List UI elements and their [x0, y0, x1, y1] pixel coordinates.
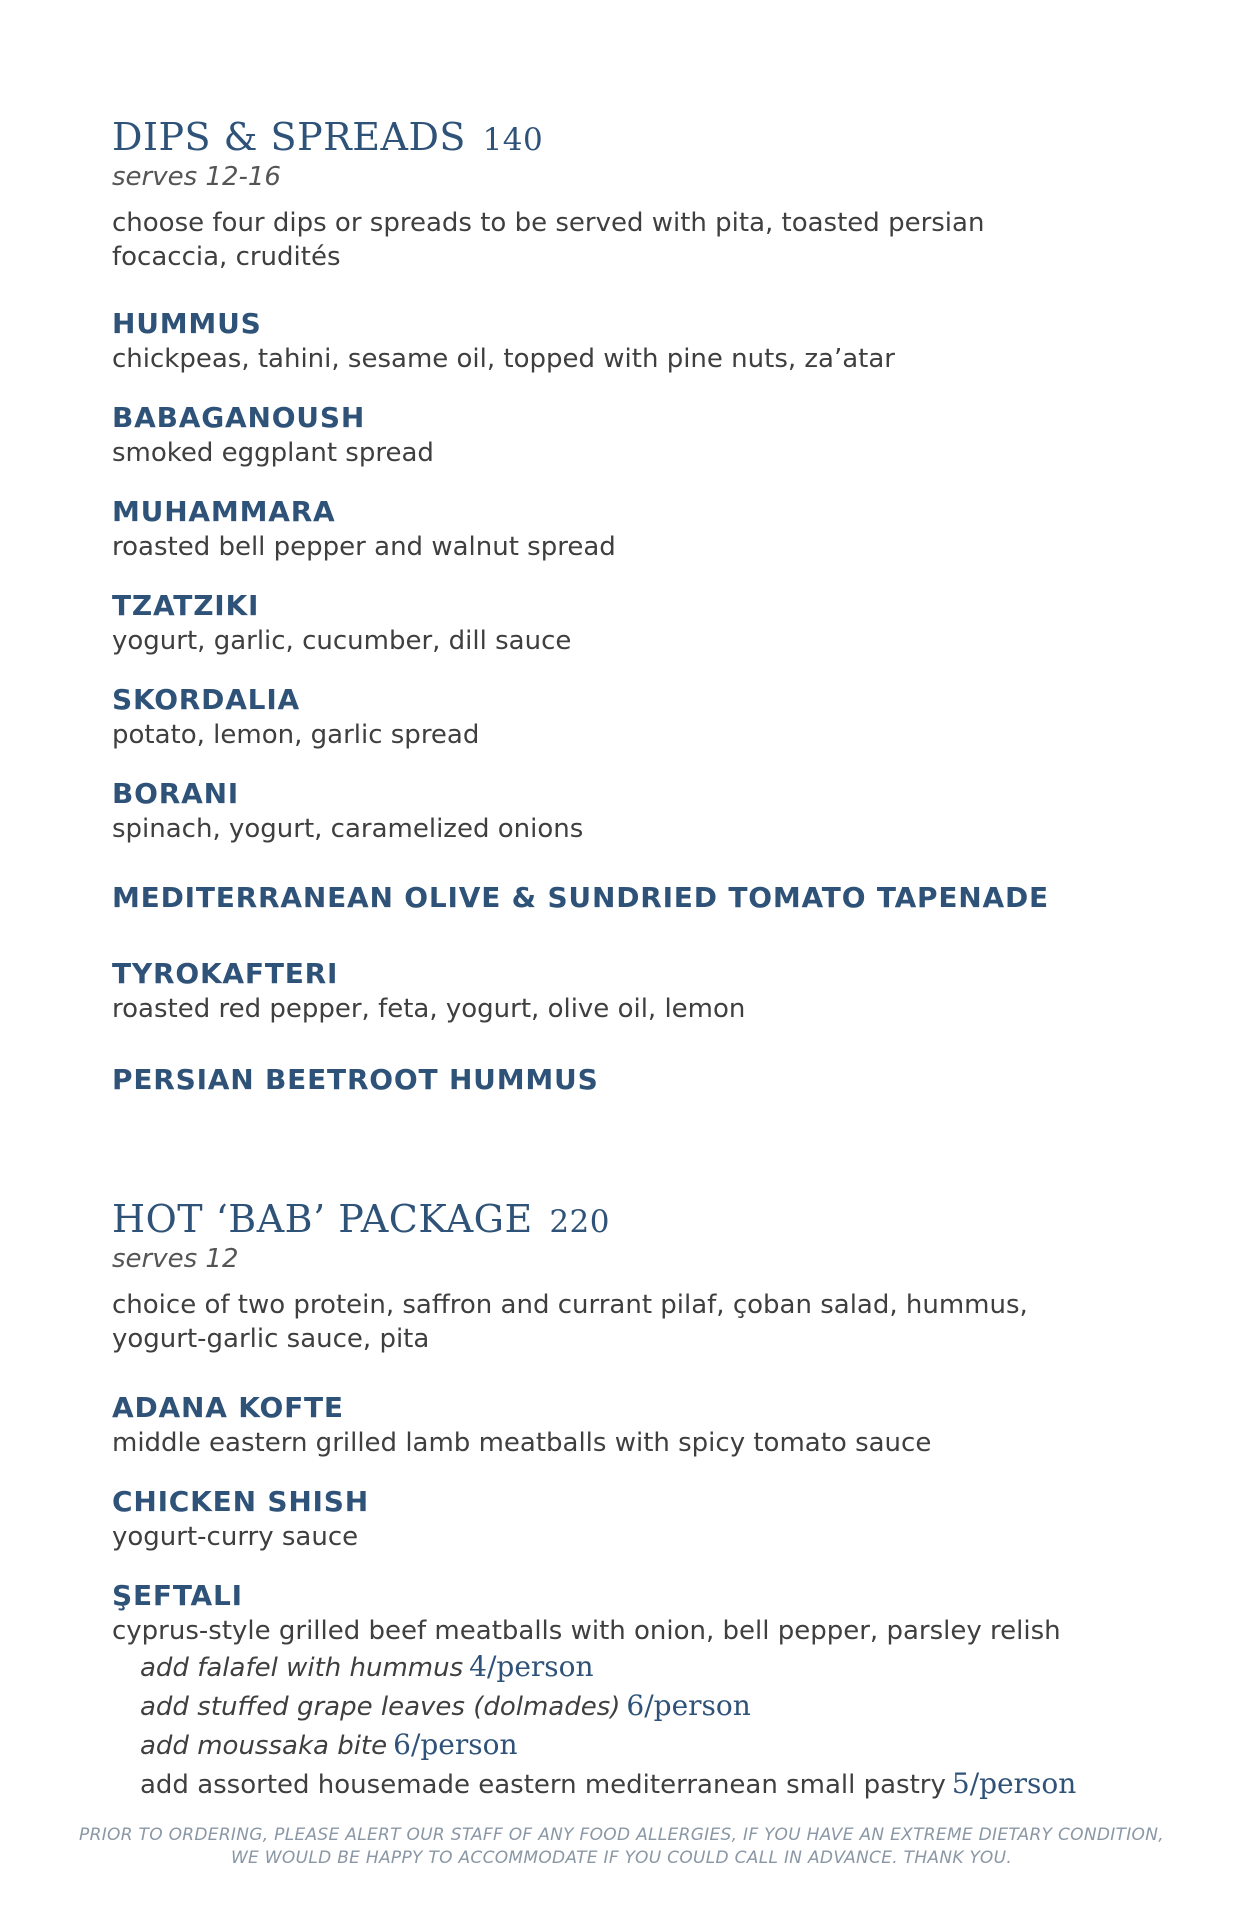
- item-description: roasted red pepper, feta, yogurt, olive oil, lemon: [112, 994, 746, 1024]
- allergy-notice: [40, 1824, 1203, 1870]
- item-name: BABAGANOUSH: [112, 401, 366, 434]
- menu-item: [112, 589, 1152, 656]
- item-description: yogurt, garlic, cucumber, dill sauce: [112, 626, 572, 656]
- menu-item: [112, 401, 1152, 468]
- section-price: 140: [482, 122, 544, 158]
- item-description: potato, lemon, garlic spread: [112, 720, 480, 750]
- addon-item: [140, 1726, 1152, 1765]
- item-name: PERSIAN BEETROOT HUMMUS: [112, 1063, 599, 1096]
- menu-item: [112, 1391, 1152, 1458]
- addon-item: [140, 1648, 1152, 1687]
- section-title-text: HOT ‘BAB’ PACKAGE: [112, 1197, 533, 1241]
- item-name: ADANA KOFTE: [112, 1391, 344, 1424]
- menu-item: [112, 957, 1152, 1024]
- serves-text: serves 12-16: [112, 162, 281, 192]
- section-description: choose four dips or spreads to be served with pita, toasted persian focaccia, crudités: [112, 208, 985, 272]
- item-name: SKORDALIA: [112, 683, 301, 716]
- menu-item: [112, 777, 1152, 844]
- section-title: [112, 115, 1152, 159]
- item-name: MEDITERRANEAN OLIVE & SUNDRIED TOMATO TAPENADE: [112, 881, 1049, 914]
- addon-label: add stuffed grape leaves (dolmades): [140, 1692, 621, 1722]
- addon-price: 6/person: [393, 1728, 518, 1761]
- item-description: roasted bell pepper and walnut spread: [112, 532, 616, 562]
- addon-price: 4/person: [469, 1650, 594, 1683]
- menu-item: [112, 683, 1152, 750]
- menu-item: [112, 881, 1152, 914]
- addon-label: add falafel with hummus: [140, 1653, 464, 1683]
- item-description: cyprus-style grilled beef meatballs with onion, bell pepper, parsley relish: [112, 1616, 1061, 1646]
- section-title: [112, 1197, 1152, 1241]
- addons-list: [140, 1648, 1152, 1804]
- item-name: TZATZIKI: [112, 589, 260, 622]
- allergy-notice-line: WE WOULD BE HAPPY TO ACCOMMODATE IF YOU COULD CALL IN ADVANCE. THANK YOU.: [230, 1848, 1013, 1868]
- item-name: CHICKEN SHISH: [112, 1485, 369, 1518]
- addon-label: add moussaka bite: [140, 1731, 388, 1761]
- section-description: choice of two protein, saffron and currant pilaf, çoban salad, hummus, yogurt-garlic sauce, pita: [112, 1290, 1028, 1354]
- item-name: HUMMUS: [112, 307, 262, 340]
- addon-item: [140, 1765, 1152, 1804]
- item-description: chickpeas, tahini, sesame oil, topped with pine nuts, za’atar: [112, 344, 895, 374]
- hotbab-section: [112, 1197, 1152, 1804]
- section-price: 220: [549, 1204, 610, 1240]
- menu-item: [112, 495, 1152, 562]
- item-name: TYROKAFTERI: [112, 957, 339, 990]
- menu-item: [112, 1063, 1152, 1096]
- item-name: BORANI: [112, 777, 240, 810]
- serves-text: serves 12: [112, 1244, 239, 1274]
- item-description: yogurt-curry sauce: [112, 1522, 359, 1552]
- item-description: smoked eggplant spread: [112, 438, 434, 468]
- menu-item: [112, 1579, 1152, 1646]
- item-name: ŞEFTALI: [112, 1579, 243, 1612]
- item-description: spinach, yogurt, caramelized onions: [112, 814, 584, 844]
- addon-label: add assorted housemade eastern mediterranean small pastry: [140, 1770, 946, 1800]
- item-description: middle eastern grilled lamb meatballs with spicy tomato sauce: [112, 1428, 932, 1458]
- allergy-notice-line: PRIOR TO ORDERING, PLEASE ALERT OUR STAFF OF ANY FOOD ALLERGIES, IF YOU HAVE AN EXTREME DIETARY CONDITION,: [79, 1825, 1164, 1845]
- addon-price: 5/person: [951, 1767, 1077, 1800]
- addon-item: [140, 1687, 1152, 1726]
- item-name: MUHAMMARA: [112, 495, 336, 528]
- menu-item: [112, 1485, 1152, 1552]
- menu-item: [112, 307, 1152, 374]
- section-title-text: DIPS & SPREADS: [112, 115, 466, 159]
- addon-price: 6/person: [626, 1689, 751, 1722]
- dips-section: [112, 115, 1152, 1096]
